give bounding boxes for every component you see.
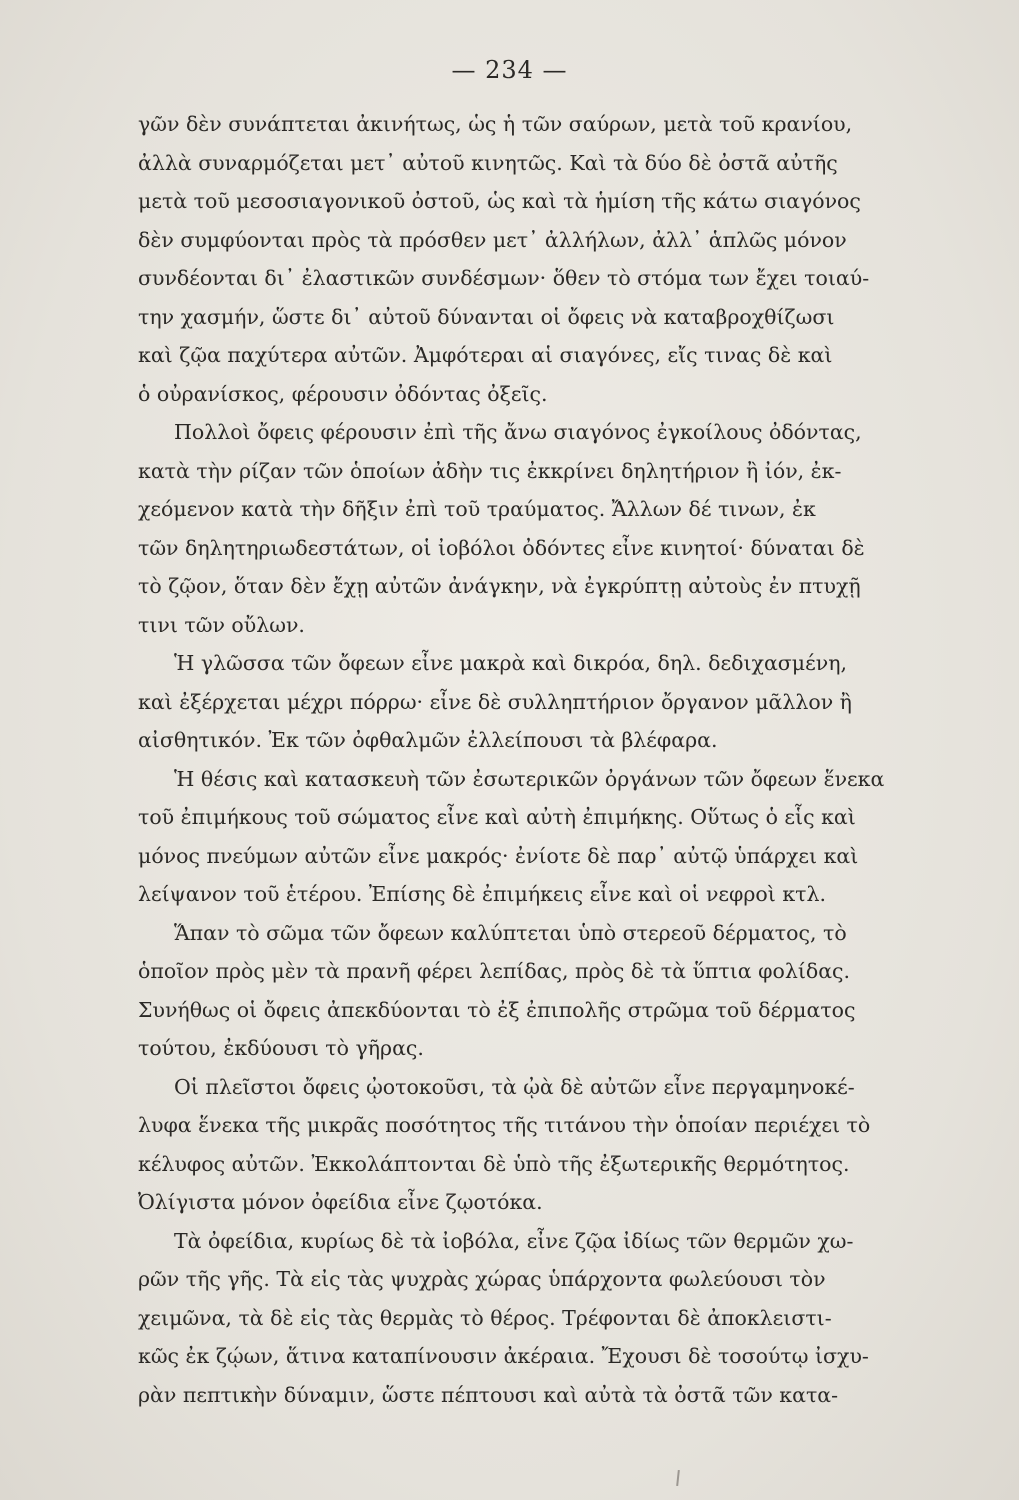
text-line: ὁ οὐρανίσκος, φέρουσιν ὀδόντας ὀξεῖς. — [138, 381, 548, 406]
text-line: αἰσθητικόν. Ἐκ τῶν ὀφθαλμῶν ἐλλείπουσι τὰ βλέφαρα. — [138, 728, 718, 752]
text-line: ὁποῖον πρὸς μὲν τὰ πρανῆ φέρει λεπίδας, πρὸς δὲ τὰ ὕπτια φολίδας. — [138, 959, 851, 983]
text-line: τινι τῶν οὔλων. — [138, 612, 305, 637]
pencil-mark — [676, 1470, 680, 1486]
text-line: τοῦ ἐπιμήκους τοῦ σώματος εἶνε καὶ αὐτὴ ἐπιμήκης. Οὕτως ὁ εἷς καὶ — [138, 805, 856, 829]
paragraph-first-line: Τὰ ὀφείδια, κυρίως δὲ τὰ ἰοβόλα, εἶνε ζῷα ἰδίως τῶν θερμῶν χω- — [174, 1228, 854, 1253]
paragraph-first-line: Ἅπαν τὸ σῶμα τῶν ὄφεων καλύπτεται ὑπὸ στερεοῦ δέρματος, τὸ — [174, 920, 847, 945]
text-line: χεόμενον κατὰ τὴν δῆξιν ἐπὶ τοῦ τραύματος. Ἄλλων δέ τινων, ἐκ — [138, 497, 816, 521]
text-line: λυφα ἕνεκα τῆς μικρᾶς ποσότητος τῆς τιτάνου τὴν ὁποίαν περιέχει τὸ — [138, 1113, 871, 1137]
paragraph-first-line: Ἡ γλῶσσα τῶν ὄφεων εἶνε μακρὰ καὶ δικρόα, δηλ. δεδιχασμένη, — [174, 651, 847, 675]
text-line: κέλυφος αὐτῶν. Ἐκκολάπτονται δὲ ὑπὸ τῆς ἐξωτερικῆς θερμότητος. — [138, 1151, 850, 1176]
text-line: μετὰ τοῦ μεσοσιαγονικοῦ ὀστοῦ, ὡς καὶ τὰ ἡμίση τῆς κάτω σιαγόνος — [138, 189, 861, 213]
paragraph-first-line: Ἡ θέσις καὶ κατασκευὴ τῶν ἐσωτερικῶν ὀργάνων τῶν ὄφεων ἕνεκα — [174, 766, 885, 791]
text-line: καὶ ἐξέρχεται μέχρι πόρρω· εἶνε δὲ συλληπτήριον ὄργανον μᾶλλον ἢ — [138, 689, 852, 714]
text-line: Ὀλίγιστα μόνον ὀφείδια εἶνε ζῳοτόκα. — [138, 1190, 543, 1214]
paragraph-first-line: Πολλοὶ ὄφεις φέρουσιν ἐπὶ τῆς ἄνω σιαγόνος ἐγκοίλους ὀδόντας, — [174, 420, 862, 444]
text-line: συνδέονται δι᾽ ἐλαστικῶν συνδέσμων· ὅθεν τὸ στόμα των ἔχει τοιαύ- — [138, 266, 870, 290]
text-line: γῶν δὲν συνάπτεται ἀκινήτως, ὡς ἡ τῶν σαύρων, μετὰ τοῦ κρανίου, — [138, 112, 853, 136]
text-line: τούτου, ἐκδύουσι τὸ γῆρας. — [138, 1036, 424, 1060]
text-line: μόνος πνεύμων αὐτῶν εἶνε μακρός· ἐνίοτε δὲ παρ᾽ αὐτῷ ὑπάρχει καὶ — [138, 843, 859, 868]
text-line: την χασμήν, ὥστε δι᾽ αὐτοῦ δύνανται οἱ ὄφεις νὰ καταβροχθίζωσι — [138, 304, 835, 329]
text-line: κατὰ τὴν ρίζαν τῶν ὁποίων ἀδὴν τις ἐκκρίνει δηλητήριον ἢ ἰόν, ἐκ- — [138, 458, 842, 483]
text-line: κῶς ἐκ ζῴων, ἅτινα καταπίνουσιν ἀκέραια. Ἔχουσι δὲ τοσούτῳ ἰσχυ- — [138, 1344, 869, 1368]
text-line: τῶν δηλητηριωδεστάτων, οἱ ἰοβόλοι ὀδόντες εἶνε κινητοί· δύναται δὲ — [138, 535, 865, 560]
text-line: ρὰν πεπτικὴν δύναμιν, ὥστε πέπτουσι καὶ αὐτὰ τὰ ὀστᾶ τῶν κατα- — [138, 1382, 839, 1407]
paragraph-first-line: Οἱ πλεῖστοι ὄφεις ᾠοτοκοῦσι, τὰ ᾠὰ δὲ αὐτῶν εἶνε περγαμηνοκέ- — [174, 1074, 855, 1099]
text-line: ρῶν τῆς γῆς. Τὰ εἰς τὰς ψυχρὰς χώρας ὑπάρχοντα φωλεύουσι τὸν — [138, 1267, 826, 1291]
text-line: τὸ ζῷον, ὅταν δὲν ἔχῃ αὐτῶν ἀνάγκην, νὰ ἐγκρύπτῃ αὐτοὺς ἐν πτυχῇ — [138, 574, 861, 598]
text-line: δὲν συμφύονται πρὸς τὰ πρόσθεν μετ᾽ ἀλλήλων, ἀλλ᾽ ἁπλῶς μόνον — [138, 227, 847, 252]
text-line: ἀλλὰ συναρμόζεται μετ᾽ αὐτοῦ κινητῶς. Καὶ τὰ δύο δὲ ὀστᾶ αὐτῆς — [138, 150, 838, 175]
text-line: λείψανον τοῦ ἑτέρου. Ἐπίσης δὲ ἐπιμήκεις εἶνε καὶ οἱ νεφροὶ κτλ. — [138, 882, 826, 906]
text-line: Συνήθως οἱ ὄφεις ἀπεκδύονται τὸ ἐξ ἐπιπολῆς στρῶμα τοῦ δέρματος — [138, 997, 856, 1022]
page-number: — 234 — — [451, 56, 568, 84]
text-line: χειμῶνα, τὰ δὲ εἰς τὰς θερμὰς τὸ θέρος. Τρέφονται δὲ ἀποκλειστι- — [138, 1305, 832, 1330]
text-line: καὶ ζῷα παχύτερα αὐτῶν. Ἀμφότεραι αἱ σιαγόνες, εἴς τινας δὲ καὶ — [138, 343, 833, 367]
body-text — [138, 105, 950, 1414]
